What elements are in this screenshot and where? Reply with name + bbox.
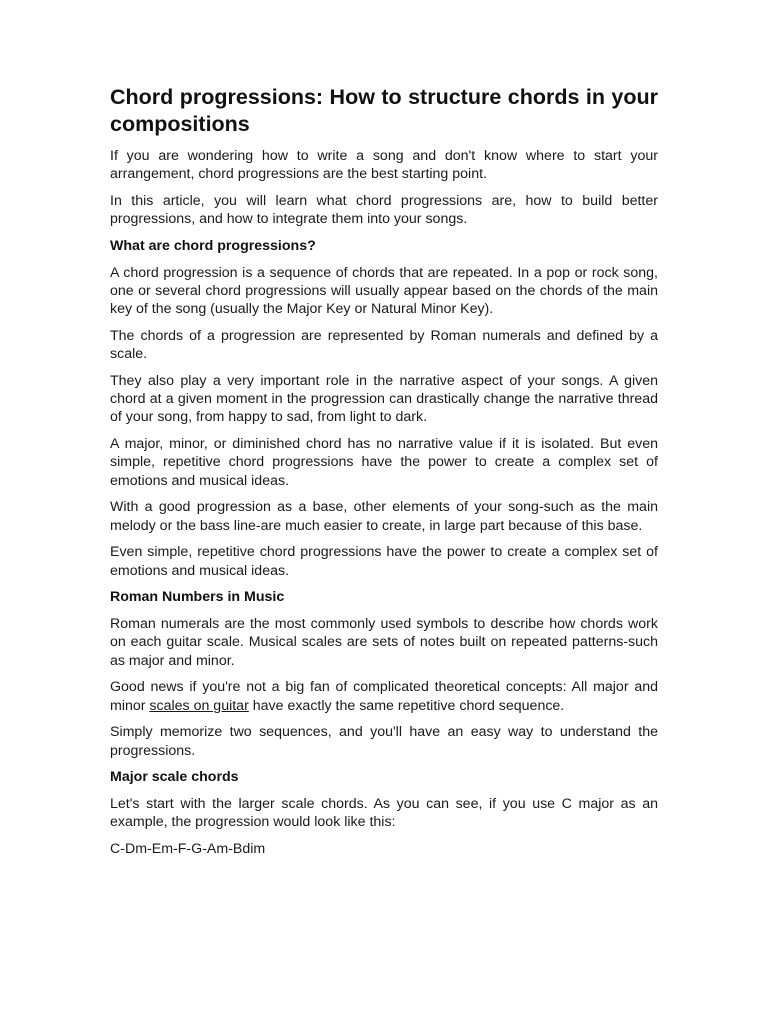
paragraph: Let's start with the larger scale chords. As you can see, if you use C major as an example, the progression would look like this:: [110, 796, 658, 831]
section-heading-major-scale-chords: Major scale chords: [110, 769, 239, 786]
section-heading-roman-numbers: Roman Numbers in Music: [110, 589, 285, 606]
article-title: Chord progressions: How to structure chords in your compositions: [110, 85, 658, 136]
paragraph: The chords of a progression are represented by Roman numerals and defined by a scale.: [110, 328, 658, 363]
intro-paragraph-2: In this article, you will learn what chord progressions are, how to build better progressions, and how to integrate them into your songs.: [110, 193, 658, 228]
chord-sequence: C-Dm-Em-F-G-Am-Bdim: [110, 841, 266, 858]
paragraph: Roman numerals are the most commonly used symbols to describe how chords work on each guitar scale. Musical scales are sets of notes built on repeated patterns-such as major and minor.: [110, 616, 658, 669]
paragraph: They also play a very important role in the narrative aspect of your songs. A given chord at a given moment in the progression can drastically change the narrative thread of your song, from happy to sad, from light to dark.: [110, 373, 658, 426]
paragraph-text: Good news if you're not a big fan of complicated theoretical concepts: All major and minor: [110, 679, 658, 714]
paragraph: A major, minor, or diminished chord has no narrative value if it is isolated. But even simple, repetitive chord progressions have the power to create a complex set of emotions and musical ideas.: [110, 436, 658, 489]
intro-paragraph-1: If you are wondering how to write a song and don't know where to start your arrangement, chord progressions are the best starting point.: [110, 148, 658, 183]
paragraph-text: have exactly the same repetitive chord sequence.: [248, 697, 565, 714]
paragraph: Simply memorize two sequences, and you'll have an easy way to understand the progressions.: [110, 724, 658, 759]
document-page: [110, 84, 658, 867]
scales-on-guitar-link[interactable]: scales on guitar: [149, 697, 249, 714]
paragraph: A chord progression is a sequence of chords that are repeated. In a pop or rock song, one or several chord progressions will usually appear based on the chords of the main key of the song (usually the Major Key or Natural Minor Key).: [110, 264, 658, 318]
paragraph-with-link: [110, 678, 658, 714]
section-heading-what-are-chord-progressions: What are chord progressions?: [110, 238, 316, 254]
paragraph: With a good progression as a base, other elements of your song-such as the main melody or the bass line-are much easier to create, in large part because of this base.: [110, 499, 658, 534]
paragraph: Even simple, repetitive chord progressions have the power to create a complex set of emotions and musical ideas.: [110, 544, 658, 579]
